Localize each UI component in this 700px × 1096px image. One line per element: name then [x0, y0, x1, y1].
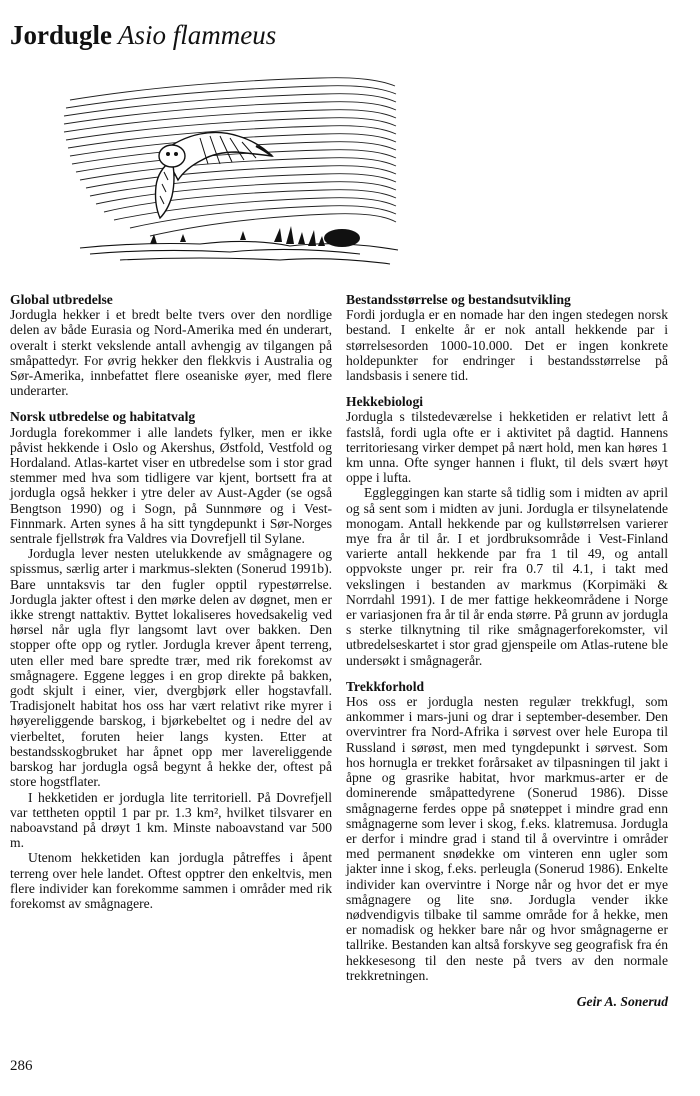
- paragraph: Utenom hekketiden kan jordugla påtreffes i åpent terreng over hele landet. Oftest opptrer den enkeltvis, men flere individer kan forekomme sammen i områder med rik forekomst av smågnagere.: [10, 850, 332, 911]
- section-breeding-biology: [346, 394, 668, 668]
- section-population: [346, 292, 668, 383]
- left-column: [10, 292, 332, 922]
- paragraph: I hekketiden er jordugla lite territoriell. På Dovrefjell var tettheten opptil 1 par pr. 1.3 km², hvilket tilsvarer en naboavstand på drøyt 1 km. Minste naboavstand var 500 m.: [10, 789, 332, 851]
- owl-illustration: [60, 68, 400, 278]
- page-title: [10, 18, 276, 52]
- section-migration: [346, 679, 668, 983]
- paragraph: Eggleggingen kan starte så tidlig som i midten av april og så sent som i midten av juni. Jordugla er tilsynelatende monogam. Antall hekkende par og kullstørrelsen varierer mye fra år til år. I et jordbruksområde i Vest-Finland varierte antall hekkende par fra 1 til 49, og antall oppvokste unger pr. reir fra 0.7 til 4.1, i takt med vekslingen i bestanden av markmus (Korpimäki & Norrdahl 1991). I de mer fattige hekkeområdene i Norge er variasjonen fra år til år enda større. På grunn av jordugla s sterke tilknytning til rike smågnagerforekomster, vil utbredelseskartet i stor grad gjenspeile om Atlas-rutene ble undersøkt i smågnagerår.: [346, 485, 668, 668]
- section-global-distribution: [10, 292, 332, 398]
- species-latin-name: Asio flammeus: [118, 20, 277, 50]
- paragraph: Jordugla lever nesten utelukkende av smågnagere og spissmus, særlig arter i markmus-slekten (Sonerud 1991b). Bare unntaksvis tar den fugler opptil rypestørrelse. Jordugla jakter oftest i den mørke delen av døgnet, men er ikke strengt nattaktiv. Byttet lokaliseres hovedsakelig ved hørsel når ugla flyr langsomt lavt over bakken. Den stopper ofte opp og rytler. Jordugla krever åpent terreng, uten eller med bare spredte trær, med rik forekomst av smågnagere. Eggene legges i en grop direkte på bakken, godt skjult i einer, vier, dvergbjørk eller hogstavfall. Tradisjonelt habitat hos oss har vært relativt rike myrer i høyereliggende barskog, i bjørkebeltet og i nedre del av vierbeltet, foruten heier langs kysten. Etter at bestandsskogbruket har åpnet opp mer lavereliggende barskog har jordugla også begynt å hekke der, oftest på store hogstflater.: [10, 546, 332, 790]
- right-column: [346, 292, 668, 1009]
- paragraph: Jordugla s tilstedeværelse i hekketiden er relativt lett å fastslå, fordi ugla ofte er i aktivitet på dagtid. Hannens territoriesang virker dempet på nært hold, men kan høres 1 km unna. Ofte synger hannen i flukt, til dels svært høyt oppe i lufta.: [346, 409, 668, 486]
- species-common-name: Jordugle: [10, 20, 113, 50]
- section-heading: Bestandsstørrelse og bestandsutvikling: [346, 292, 571, 307]
- paragraph: Jordugla hekker i et bredt belte tvers over den nordlige delen av både Eurasia og Nord-Amerika med én underart, overalt i sterkt vekslende antall avhengig av tilgangen på småpattedyr. For øvrig hekker den flekkvis i Australia og Sør-Amerika, innbefattet flere oseaniske øyer, med flere underarter.: [10, 307, 332, 399]
- section-heading: Norsk utbredelse og habitatvalg: [10, 409, 196, 425]
- paragraph: Fordi jordugla er en nomade har den ingen stedegen norsk bestand. I enkelte år er nok antall hekkende par i størrelsesorden 1000-10.000. Det er ingen konkrete holdepunkter for endringer i bestandsstørrelse på landsbasis i senere tid.: [346, 307, 668, 384]
- section-heading: Hekkebiologi: [346, 394, 424, 410]
- section-norwegian-distribution: [10, 409, 332, 911]
- section-heading: Trekkforhold: [346, 678, 425, 694]
- paragraph: Jordugla forekommer i alle landets fylker, men er ikke påvist hekkende i Oslo og Akershus, Østfold, Vestfold og Hordaland. Atlas-kartet viser en utbredelse som i stor grad stemmer med hva som tidligere var kjent, bortsett fra at jordugla også hekker i ytre deler av Aust-Agder (se også Bengtson 1990) og i Sogn, på Sunnmøre og i Vest-Finnmark. Arten synes å ha sitt tyngdepunkt i Sør-Norges sentrale fjellstrøk fra Valdres via Dovrefjell til Sylane.: [10, 424, 332, 547]
- author-signature: Geir A. Sonerud: [576, 993, 668, 1009]
- section-heading: Global utbredelse: [10, 292, 113, 307]
- page-number: 286: [10, 1058, 33, 1074]
- paragraph: Hos oss er jordugla nesten regulær trekkfugl, som ankommer i mars-juni og drar i september-desember. Den overvintrer fra Nord-Afrika i sørvest over hele Europa til Russland i sørøst, men med tyngdepunkt i sørvest. Som hos hornugla er trekket forårsaket av tilpasningen til jakt i åpne og grasrike habitat, hvor markmus-arter er de dominerende småpattedyrene (Sonerud 1986). Disse smågnagerne ferdes oppe på snøteppet i mindre grad enn smågnagerne som lever i skog, f.eks. klatremusa. Jordugla er derfor i mindre grad i stand til å overvintre i områder med permanent snødekke om vinteren enn ugler som jakter inne i skog, f.eks. perleugla (Sonerud 1986). Enkelte individer kan overvintre i Norge når og hvor det er mye smågnagere og lite snø. Jordugla vender ikke nødvendigvis tilbake til samme område for å hekke, men er nomadisk og hekker bare når og hvor smågnagerne er tallrike. Bestanden kan altså forskyve seg geografisk fra én hekkesesong til den neste på tvers av den normale trekkretningen.: [346, 694, 668, 983]
